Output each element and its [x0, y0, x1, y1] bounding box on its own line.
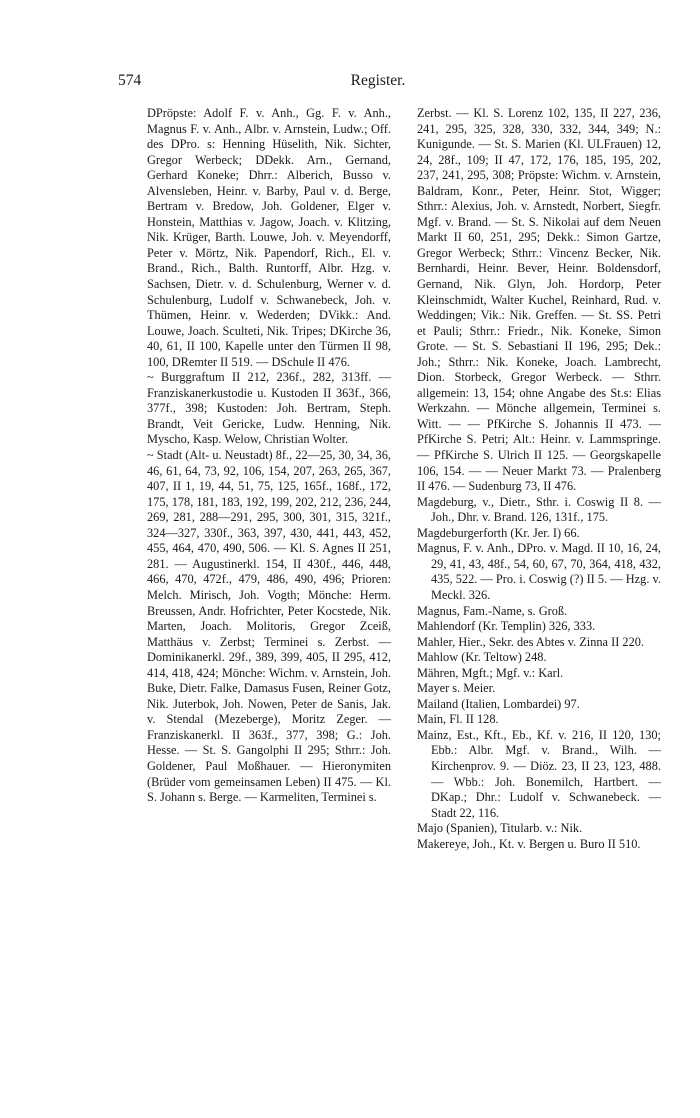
- running-head: [118, 72, 638, 96]
- index-entry: Mahlow (Kr. Teltow) 248.: [417, 650, 547, 665]
- index-entry: Mailand (Italien, Lombardei) 97.: [417, 696, 580, 711]
- index-entry: Magnus, F. v. Anh., DPro. v. Magd. II 10, 16, 24, 29, 41, 43, 48f., 54, 60, 67, 70, 364, 418, 432, 435, 522. — Pro. i. Coswig (?) II 5. — Hzg. v. Meckl. 326.: [417, 541, 661, 602]
- right-column: [417, 106, 661, 852]
- index-entry: Magdeburg, v., Dietr., Sthr. i. Coswig II 8. — Joh., Dhr. v. Brand. 126, 131f., 175.: [417, 494, 661, 525]
- index-entry: Mayer s. Meier.: [417, 681, 496, 696]
- index-entry: ~ Stadt (Alt- u. Neustadt) 8f., 22—25, 30, 34, 36, 46, 61, 64, 73, 92, 106, 154, 207, 263, 265, 367, 407, II 1, 19, 44, 51, 75, 125, 165f., 168f., 172, 175, 178, 181, 183, 192, 199, 202, 212, 236, 244, 269, 281, 288—291, 295, 300, 301, 315, 321f., 324—327, 330f., 363, 397, 430, 441, 443, 452, 455, 464, 470, 490, 506. — Kl. S. Agnes II 251, 281. — Augustinerkl. 154, II 430f., 446, 448, 466, 470, 472f., 479, 486, 490, 496; Prioren: Melch. Mirisch, Joh. Vogth; Mönche: Herm. Breussen, Andr. Hofrichter, Peter Kocstede, Nik. Marten, Joach. Molitoris, Gregor Zceiß, Matthäus v. Zerbst; Terminei s. Zerbst. — Dominikanerkl. 29f., 389, 399, 405, II 295, 412, 414, 418, 424; Mönche: Wichm. v. Arnstein, Joh. Buke, Dietr. Falke, Damasus Fusen, Reiner Gotz, Nik. Juterbok, Joh. Nowen, Peter de Sanis, Jak. v. Stendal (Mezeberge), Moritz Zeger. — Franziskanerkl. II 363f., 377, 398; G.: Joh. Hesse. — St. S. Gangolphi II 295; Sthrr.: Joh. Goldener, Paul Moßhauer. — Hieronymiten (Brüder vom gemeinsamen Leben) II 475. — Kl. S. Johann s. Berge. — Karmeliten, Terminei s.: [147, 448, 391, 805]
- index-entry: Mähren, Mgft.; Mgf. v.: Karl.: [417, 665, 564, 680]
- index-entry: Magnus, Fam.-Name, s. Groß.: [417, 603, 568, 618]
- running-title: Register.: [350, 72, 406, 89]
- index-entry: Magdeburgerforth (Kr. Jer. I) 66.: [417, 525, 580, 540]
- index-entry: Zerbst. — Kl. S. Lorenz 102, 135, II 227, 236, 241, 295, 325, 328, 330, 332, 344, 349; N.: Kunigunde. — St. S. Marien (Kl. ULFrauen) 12, 24, 28f., 109; II 47, 172, 176, 185, 195, 202, 237, 241, 295, 308; Pröpste: Wichm. v. Arnstein, Baldram, Konr., Peter, Heinr. Stot, Wigger; Sthrr.: Alexius, Joh. v. Arnstedt, Norbert, Siegfr. Mgf. v. Brand. — St. S. Nikolai auf dem Neuen Markt II 60, 251, 295; Dekk.: Simon Gartze, Gregor Werbeck; Sthrr.: Vincenz Becker, Nik. Bernhardi, Heinr. Bever, Heinr. Boldensdorf, Gernand, Nik. Glyn, Joh. Hordorp, Peter Kleinschmidt, Walter Kuchel, Reinhard, Rud. v. Weddingen; Vik.: Nik. Greffen. — St. SS. Petri et Pauli; Sthrr.: Friedr., Nik. Koneke, Simon Grote. — St. S. Sebastiani II 196, 295; Dek.: Joh.; Sthrr.: Nik. Koneke, Joach. Lambrecht, Dion. Storbeck, Gregor Werbeck. — Sthrr. allgemein: 13, 154; ohne Angabe des St.s: Elias Werkzahn. — Mönche allgemein, Terminei s. Witt. — — PfKirche S. Johannis II 473. — PfKirche S. Petri; Alt.: Heinr. v. Lammspringe. — PfKirche S. Ulrich II 125. — Georgskapelle 106, 154. — — Neuer Markt 73. — Pralenberg II 476. — Sudenburg 73, II 476.: [417, 106, 661, 494]
- left-column: [147, 106, 391, 806]
- page-number: 574: [118, 72, 142, 89]
- index-entry: Mahlendorf (Kr. Templin) 326, 333.: [417, 619, 596, 634]
- index-entry: ~ Burggraftum II 212, 236f., 282, 313ff. — Franziskanerkustodie u. Kustoden II 363f., 366, 377f., 398; Kustoden: Joh. Bertram, Steph. Brandt, Veit Gericke, Ludw. Henning, Nik. Myscho, Kasp. Welow, Christian Wolter.: [147, 370, 391, 447]
- index-entry: Majo (Spanien), Titularb. v.: Nik.: [417, 821, 583, 836]
- index-entry: Mainz, Est., Kft., Eb., Kf. v. 216, II 120, 130; Ebb.: Albr. Mgf. v. Brand., Wilh. — Kirchenprov. 9. — Diöz. 23, II 23, 123, 488. — Wbb.: Joh. Bonemilch, Hartbert. — DKap.; Dhr.: Ludolf v. Schwanebeck. — Stadt 22, 116.: [417, 727, 661, 820]
- index-entry: Mahler, Hier., Sekr. des Abtes v. Zinna II 220.: [417, 634, 645, 649]
- index-entry: DPröpste: Adolf F. v. Anh., Gg. F. v. Anh., Magnus F. v. Anh., Albr. v. Arnstein, Ludw.; Off. des DPro. s: Henning Hüselith, Nik. Sichter, Gregor Werbeck; DDekk. Arn., Gernand, Gerhard Koneke; Dhrr.: Alberich, Busso v. Alvensleben, Heinr. v. Barby, Paul v. d. Berge, Bertram v. Bredow, Joh. Goldener, Elger v. Honstein, Matthias v. Jagow, Joach. v. Klitzing, Nik. Krüger, Barth. Louwe, Joh. v. Meyendorff, Peter v. Mörtz, Nik. Papendorf, Rich., El. v. Brand., Rich., Balth. Runtorff, Albr. Hzg. v. Sachsen, Dietr. v. d. Schulenburg, Werner v. d. Schulenburg, Ludolf v. Schwanebeck, Joh. v. Thümen, Heinr. v. Wederden; DVikk.: And. Louwe, Joach. Sculteti, Nik. Tripes; DKirche 36, 40, 61, II 100, Kapelle unter den Türmen II 98, 100, DRemter II 519. — DSchule II 476.: [147, 106, 391, 369]
- index-entry: Main, Fl. II 128.: [417, 712, 499, 727]
- index-entry: Makereye, Joh., Kt. v. Bergen u. Buro II 510.: [417, 836, 641, 851]
